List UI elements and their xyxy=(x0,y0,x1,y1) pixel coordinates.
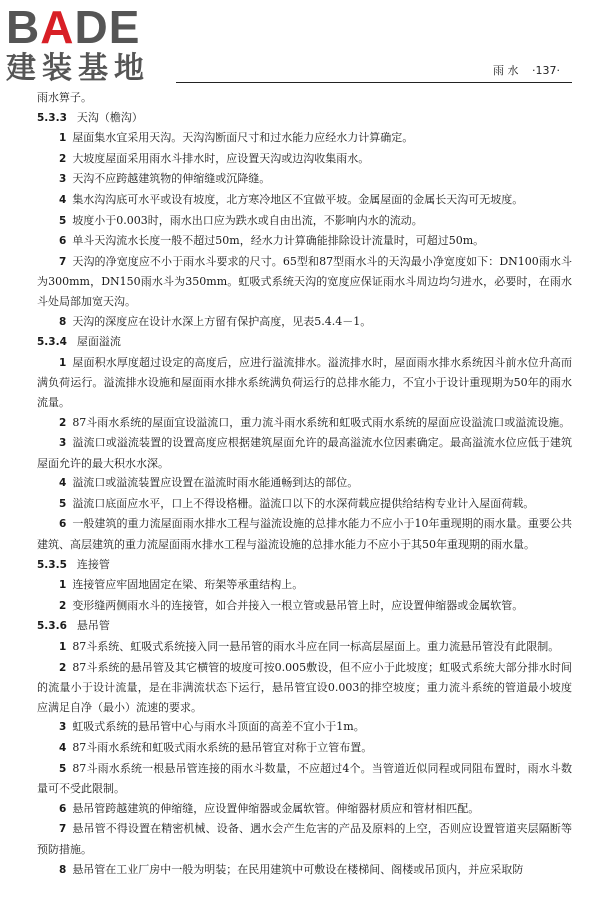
numbered-paragraph xyxy=(37,128,572,149)
item-text: 天沟不应跨越建筑物的伸缩缝或沉降缝。 xyxy=(72,172,271,186)
item-text: 屋面集水宜采用天沟。天沟沟断面尺寸和过水能力应经水力计算确定。 xyxy=(72,131,414,145)
numbered-paragraph xyxy=(37,312,572,333)
numbered-paragraph xyxy=(37,252,572,312)
numbered-paragraph xyxy=(37,211,572,232)
continued-paragraph xyxy=(37,88,572,108)
header-rule xyxy=(176,82,572,83)
item-text: 集水沟沟底可水平或设有坡度，北方寒冷地区不宜做平坡。金属屋面的金属长天沟可无坡度。 xyxy=(72,192,524,206)
item-number: 2 xyxy=(59,416,67,429)
item-text: 连接管应牢固地固定在梁、珩架等承重结构上。 xyxy=(72,578,304,592)
item-text: 虹吸式系统的悬吊管中心与雨水斗顶面的高差不宜小于1m。 xyxy=(72,720,365,734)
item-number: 6 xyxy=(59,518,67,531)
item-text: 87斗系统的悬吊管及其它横管的坡度可按0.005敷设，但不应小于此坡度；虹吸式系统大部分排水时间的流量小于设计流量，是在非满流状态下运行，悬吊管宜设0.003的排空坡度；重力流斗系统的管道最小坡度应满足自净（最小）流速的要求。 xyxy=(37,660,572,714)
item-text: 屋面积水厚度超过设定的高度后，应进行溢流排水。溢流排水时，屋面雨水排水系统因斗前水位升高而满负荷运行。溢流排水设施和屋面雨水排水系统满负荷运行的总排水能力，不宜小于设计重现期为50年的雨水流量。 xyxy=(37,355,572,409)
numbered-paragraph xyxy=(37,353,572,413)
numbered-paragraph xyxy=(37,717,572,738)
item-text: 一般建筑的重力流屋面雨水排水工程与溢流设施的总排水能力不应小于10年重现期的雨水量。重要公共建筑、高层建筑的重力流屋面雨水排水工程与溢流设施的总排水能力不应小于其50年重现期的雨水量。 xyxy=(37,517,572,552)
item-number: 6 xyxy=(59,235,67,248)
item-text: 天沟的深度应在设计水深上方留有保护高度，见表5.4.4－1。 xyxy=(72,314,372,328)
numbered-paragraph xyxy=(37,433,572,473)
item-number: 3 xyxy=(59,721,67,734)
item-number: 8 xyxy=(59,315,67,328)
chapter-title: 雨 水 xyxy=(493,64,519,77)
numbered-paragraph xyxy=(37,514,572,554)
item-number: 4 xyxy=(59,477,67,490)
section-number: 5.3.4 xyxy=(37,336,67,349)
item-text: 变形缝两侧雨水斗的连接管，如合并接入一根立管或悬吊管上时，应设置伸缩器或金属软管。 xyxy=(72,598,524,612)
numbered-paragraph xyxy=(37,819,572,859)
item-text: 坡度小于0.003时，雨水出口应为跌水或自由出流，不影响内水的流动。 xyxy=(72,213,423,227)
numbered-paragraph xyxy=(37,473,572,494)
numbered-paragraph xyxy=(37,190,572,211)
item-text: 悬吊管跨越建筑的伸缩缝，应设置伸缩器或金属软管。伸缩器材质应和管材相匹配。 xyxy=(72,801,480,815)
item-text: 天沟的净宽度应不小于雨水斗要求的尺寸。65型和87型雨水斗的天沟最小净宽度如下：DN100雨水斗为300mm，DN150雨水斗为350mm。虹吸式系统天沟的宽度应保证雨水斗周边均匀进水，必要时，在雨水斗处局部加宽天沟。 xyxy=(37,254,572,308)
brand-logo xyxy=(6,1,176,86)
item-text: 大坡度屋面采用雨水斗排水时，应设置天沟或边沟收集雨水。 xyxy=(72,151,370,165)
numbered-paragraph xyxy=(37,149,572,170)
section-title: 连接管 xyxy=(76,557,110,571)
section-heading xyxy=(37,616,572,637)
item-text: 悬吊管不得设置在精密机械、设备、遇水会产生危害的产品及原料的上空，否则应设置管道夹层隔断等预防措施。 xyxy=(37,822,572,856)
item-number: 5 xyxy=(59,214,67,227)
item-number: 2 xyxy=(59,661,67,674)
item-number: 1 xyxy=(59,356,67,369)
item-text: 87斗雨水系统一根悬吊管连接的雨水斗数量，不应超过4个。当管道近似同程或同阻布置时，雨水斗数量可不受此限制。 xyxy=(37,761,572,796)
item-text: 溢流口底面应水平，口上不得设格栅。溢流口以下的水深荷载应提供给结构专业计入屋面荷载。 xyxy=(72,496,535,510)
item-text: 87斗雨水系统的屋面宜设溢流口，重力流斗雨水系统和虹吸式雨水系统的屋面应设溢流口或溢流设施。 xyxy=(72,415,571,429)
item-number: 4 xyxy=(59,742,67,754)
numbered-paragraph xyxy=(37,860,572,881)
item-number: 7 xyxy=(59,255,67,268)
item-number: 7 xyxy=(59,823,67,836)
item-number: 4 xyxy=(59,193,67,206)
item-number: 8 xyxy=(59,863,67,876)
item-number: 6 xyxy=(59,802,67,815)
numbered-paragraph xyxy=(37,637,572,658)
item-number: 2 xyxy=(59,599,67,612)
numbered-paragraph xyxy=(37,575,572,596)
numbered-paragraph xyxy=(37,596,572,617)
item-number: 3 xyxy=(59,437,67,450)
paragraph-text: 雨水箅子。 xyxy=(37,91,92,104)
item-text: 溢流口或溢流装置的设置高度应根据建筑屋面允许的最高溢流水位因素确定。最高溢流水位应低于建筑屋面允许的最大积水水深。 xyxy=(37,436,572,470)
running-head xyxy=(483,62,560,78)
item-text: 87斗系统、虹吸式系统接入同一悬吊管的雨水斗应在同一标高层屋面上。重力流悬吊管没有此限制。 xyxy=(72,640,560,654)
page-body xyxy=(37,88,572,880)
item-text: 87斗雨水系统和虹吸式雨水系统的悬吊管宜对称于立管布置。 xyxy=(72,741,373,754)
numbered-paragraph xyxy=(37,799,572,820)
numbered-paragraph xyxy=(37,494,572,515)
numbered-paragraph xyxy=(37,169,572,190)
numbered-paragraph xyxy=(37,413,572,434)
item-number: 2 xyxy=(59,152,67,165)
section-title: 悬吊管 xyxy=(76,619,110,633)
page-number: ·137· xyxy=(532,64,560,77)
item-number: 1 xyxy=(59,579,67,592)
section-title: 屋面溢流 xyxy=(76,335,121,349)
item-text: 单斗天沟流水长度一般不超过50m，经水力计算确能排除设计流量时，可超过50m。 xyxy=(72,234,485,248)
section-number: 5.3.6 xyxy=(37,620,67,633)
section-number: 5.3.3 xyxy=(37,111,67,124)
item-text: 悬吊管在工业厂房中一般为明装；在民用建筑中可敷设在楼梯间、阁楼或吊顶内，并应采取防 xyxy=(72,862,524,876)
item-number: 3 xyxy=(59,173,67,186)
numbered-paragraph xyxy=(37,738,572,759)
logo-subtitle: 建装基地 xyxy=(6,51,150,86)
numbered-paragraph xyxy=(37,658,572,718)
section-number: 5.3.5 xyxy=(37,558,67,571)
section-heading xyxy=(37,108,572,129)
numbered-paragraph xyxy=(37,231,572,252)
numbered-paragraph xyxy=(37,759,572,799)
item-number: 1 xyxy=(59,132,67,145)
logo-wordmark: BADE xyxy=(6,1,141,53)
item-number: 5 xyxy=(59,497,67,510)
item-number: 5 xyxy=(59,762,67,775)
section-title: 天沟（檐沟） xyxy=(76,110,143,124)
section-heading xyxy=(37,332,572,353)
item-text: 溢流口或溢流装置应设置在溢流时雨水能通畅到达的部位。 xyxy=(72,476,359,490)
item-number: 1 xyxy=(59,641,67,654)
section-heading xyxy=(37,555,572,576)
